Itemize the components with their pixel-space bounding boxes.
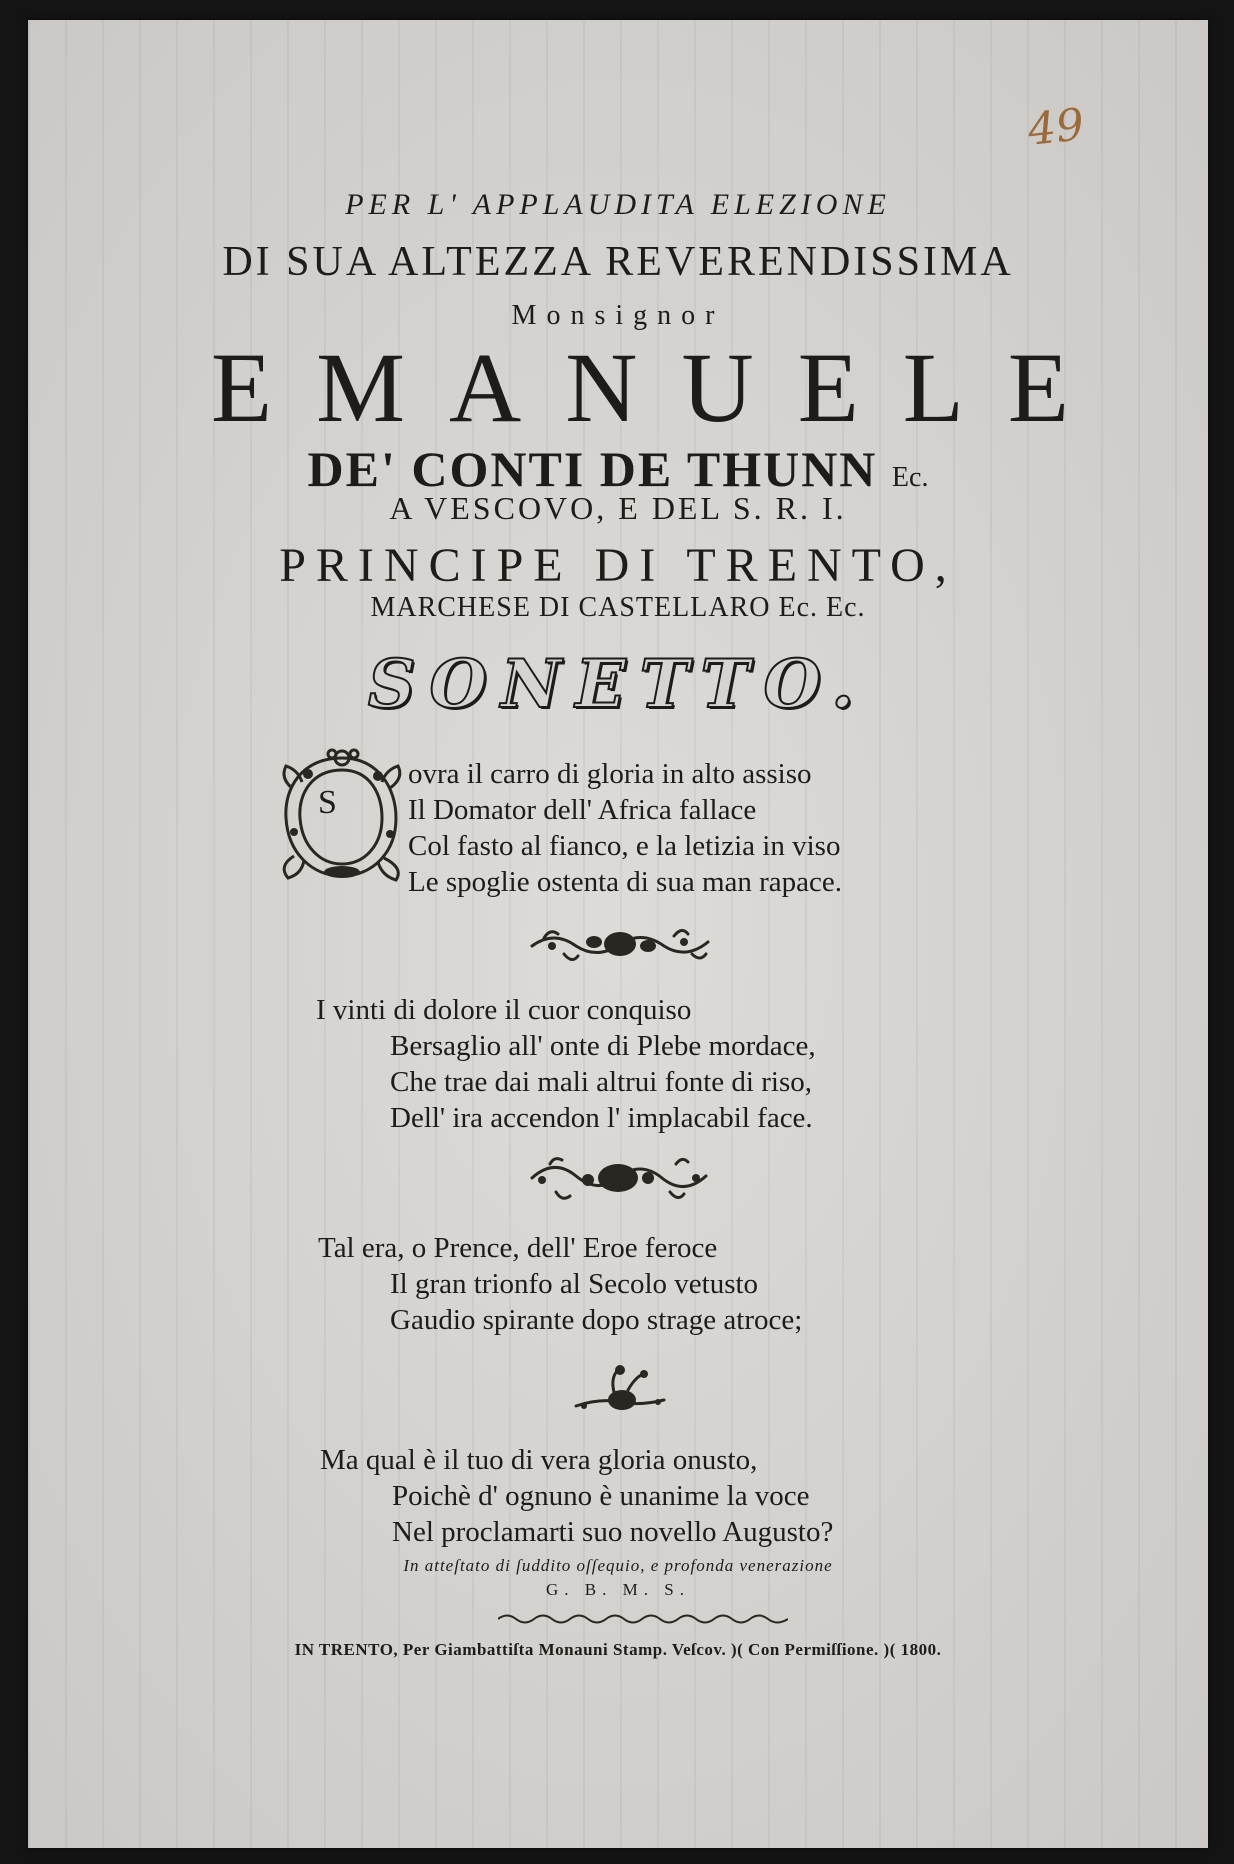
- verse-line: Dell' ira accendon l' implacabil face.: [390, 1102, 813, 1134]
- floral-ornament-icon: [524, 916, 714, 972]
- author-initials: G. B. M. S.: [546, 1580, 690, 1599]
- title-name-emanuele: EMANUELE: [211, 332, 1113, 443]
- verse-line: Gaudio spirante dopo strage atroce;: [390, 1304, 803, 1336]
- verse-line: Bersaglio all' onte di Plebe mordace,: [390, 1030, 816, 1062]
- flower-sprig-ornament-icon: [570, 1362, 670, 1426]
- verse-line: Il Domator dell' Africa fallace: [408, 794, 757, 826]
- title-line-marchese: MARCHESE DI CASTELLARO Ec. Ec.: [370, 592, 866, 623]
- heading-sonetto: SONETTO.: [367, 645, 869, 723]
- broadside-sheet: [28, 20, 1208, 1848]
- ornamental-initial-s: [272, 748, 412, 888]
- verse-line: Tal era, o Prence, dell' Eroe feroce: [318, 1232, 718, 1264]
- verse-line: Che trae dai mali altrui fonte di riso,: [390, 1066, 812, 1098]
- stanza-3: [318, 1230, 802, 1338]
- stanza-1: [408, 756, 842, 900]
- dedication-line: In atteſtato di ſuddito oſſequio, e profonda venerazione: [403, 1556, 833, 1575]
- verse-line: Ma qual è il tuo di vera gloria onusto,: [320, 1444, 758, 1476]
- printer-imprint: IN TRENTO, Per Giambattiſta Monauni Stamp. Veſcov. )( Con Permiſſione. )( 1800.: [294, 1640, 942, 1659]
- title-line-principe: PRINCIPE DI TRENTO,: [279, 539, 957, 592]
- title-line-per-l-applaudita: PER L' APPLAUDITA ELEZIONE: [345, 188, 891, 221]
- stanza-4: [320, 1442, 833, 1550]
- title-line-monsignor: Monsignor: [511, 300, 725, 331]
- verse-line: Le spoglie ostenta di sua man rapace.: [408, 866, 843, 898]
- title-de-conti-suffix: Ec.: [891, 462, 929, 493]
- floral-ornament-icon: [526, 1148, 712, 1212]
- verse-line: Il gran trionfo al Secolo vetusto: [390, 1268, 759, 1300]
- title-de-conti-text: DE' CONTI DE THUNN: [307, 441, 878, 497]
- drop-cap-letter: S: [318, 784, 337, 821]
- ornamental-initial-frame-icon: [272, 748, 412, 888]
- manuscript-folio-number: 49: [1025, 99, 1087, 156]
- verse-line: Nel proclamarti suo novello Augusto?: [392, 1516, 834, 1548]
- decorative-chain-rule-icon: [498, 1612, 788, 1626]
- title-line-altezza: DI SUA ALTEZZA REVERENDISSIMA: [222, 239, 1014, 285]
- verse-line: I vinti di dolore il cuor conquiso: [316, 994, 692, 1026]
- stanza-2: [316, 992, 816, 1136]
- verse-line: ovra il carro di gloria in alto assiso: [408, 758, 812, 790]
- verse-line: Poichè d' ognuno è unanime la voce: [392, 1480, 810, 1512]
- title-line-vescovo: A VESCOVO, E DEL S. R. I.: [389, 490, 847, 526]
- verse-line: Col fasto al fianco, e la letizia in viso: [408, 830, 841, 862]
